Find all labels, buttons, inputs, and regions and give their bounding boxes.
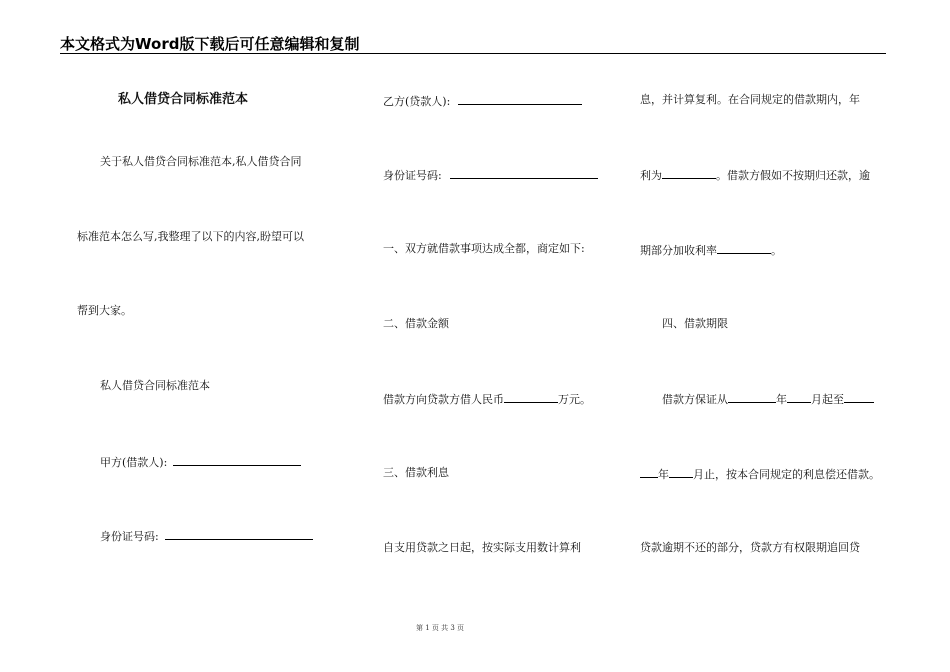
section-term-heading: 四、借款期限 — [662, 317, 728, 330]
term-month-label: 月起至 — [811, 393, 844, 406]
id-b-line — [383, 167, 598, 183]
amount-line — [383, 391, 591, 407]
contract-subtitle: 私人借贷合同标准范本 — [100, 379, 210, 392]
document-header: 本文格式为Word版下载后可任意编辑和复制 — [60, 35, 360, 53]
term-year-label: 年 — [776, 393, 787, 406]
document-title: 私人借贷合同标准范本 — [118, 92, 249, 107]
col3-line-2 — [640, 167, 870, 183]
header-divider — [60, 53, 886, 54]
agreement-line: 一、双方就借款事项达成全都，商定如下: — [383, 242, 585, 255]
term-line — [662, 391, 874, 407]
amount-blank — [504, 391, 558, 403]
section-amount-heading: 二、借款金额 — [383, 317, 449, 330]
term-end-suffix: 月止，按本合同规定的利息偿还借款。 — [693, 468, 880, 481]
end-year-blank-start — [844, 391, 874, 403]
party-a-line — [100, 454, 301, 470]
end-month-blank — [669, 466, 693, 478]
page-footer: 第 1 页 共 3 页 — [415, 624, 465, 632]
party-b-label: 乙方(贷款人): — [383, 95, 451, 108]
section-interest-heading: 三、借款利息 — [383, 466, 449, 479]
overdue-line: 贷款逾期不还的部分，贷款方有权限期追回贷 — [640, 541, 860, 554]
party-b-line — [383, 93, 582, 109]
start-month-blank — [787, 391, 811, 403]
id-a-blank — [165, 528, 313, 540]
intro-line-1: 关于私人借贷合同标准范本,私人借贷合同 — [100, 155, 302, 168]
penalty-prefix: 期部分加收利率 — [640, 244, 717, 257]
party-a-blank — [173, 454, 301, 466]
rate-suffix: 。借款方假如不按期归还款，逾 — [716, 169, 870, 182]
id-a-label: 身份证号码: — [100, 530, 159, 543]
id-b-blank — [450, 167, 598, 179]
col3-line-1: 息，并计算复利。在合同规定的借款期内，年 — [640, 93, 860, 106]
col3-line-3 — [640, 242, 782, 258]
term-end-line — [640, 466, 880, 482]
interest-line: 自支用贷款之日起，按实际支用数计算利 — [383, 541, 581, 554]
amount-prefix: 借款方向贷款方借人民币 — [383, 393, 504, 406]
rate-prefix: 利为 — [640, 169, 662, 182]
intro-line-3: 帮到大家。 — [77, 304, 132, 317]
start-year-blank — [728, 391, 776, 403]
penalty-suffix: 。 — [771, 244, 782, 257]
penalty-rate-blank — [717, 242, 771, 254]
end-year-label: 年 — [658, 468, 669, 481]
term-prefix: 借款方保证从 — [662, 393, 728, 406]
id-a-line — [100, 528, 313, 544]
party-b-blank — [458, 93, 582, 105]
annual-rate-blank — [662, 167, 716, 179]
amount-suffix: 万元。 — [558, 393, 591, 406]
party-a-label: 甲方(借款人): — [100, 456, 168, 469]
end-year-blank-cont — [640, 466, 658, 478]
intro-line-2: 标准范本怎么写,我整理了以下的内容,盼望可以 — [77, 230, 304, 243]
id-b-label: 身份证号码: — [383, 169, 442, 182]
